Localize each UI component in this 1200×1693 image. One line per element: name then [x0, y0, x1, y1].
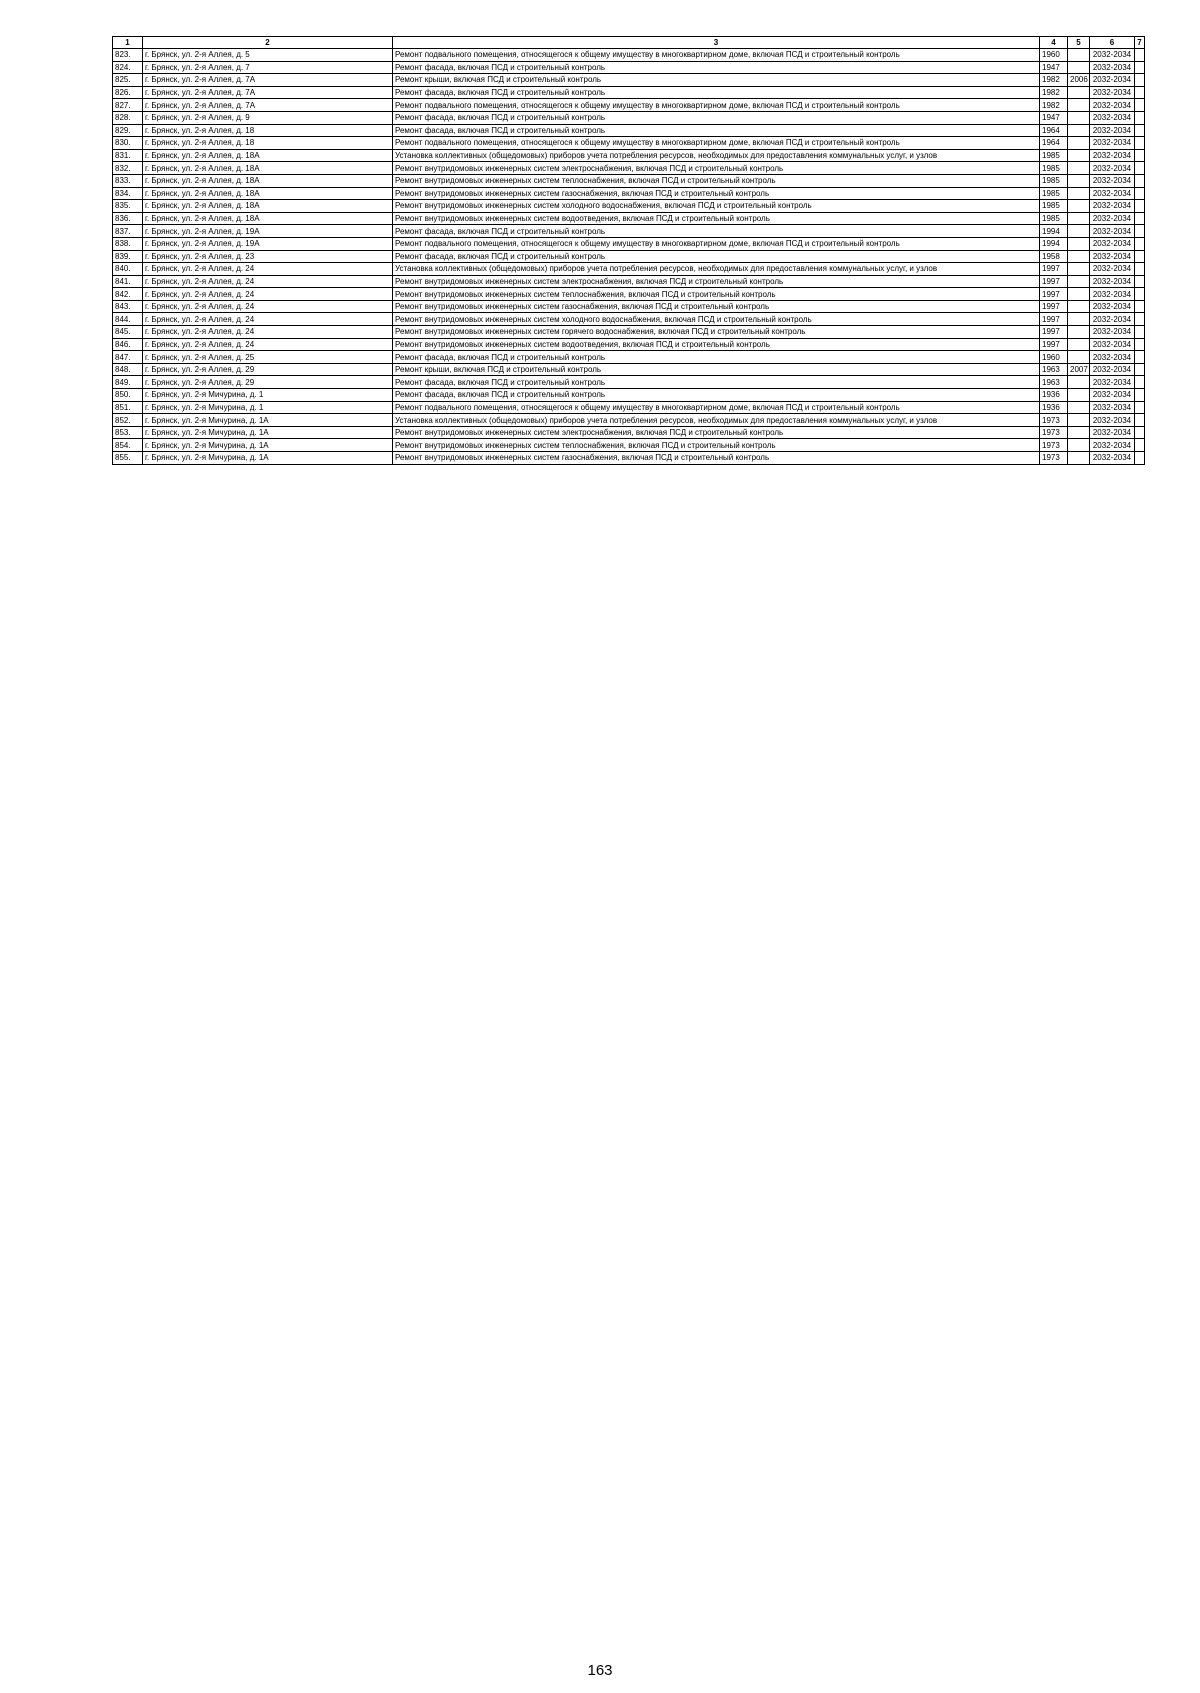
planned-period-cell: 2032-2034	[1090, 162, 1135, 175]
row-number-cell: 854.	[113, 439, 143, 452]
table-row	[113, 86, 1145, 99]
address-cell: г. Брянск, ул. 2-я Аллея, д. 19А	[143, 237, 393, 250]
work-type-cell: Ремонт фасада, включая ПСД и строительный контроль	[393, 61, 1040, 74]
planned-period-cell: 2032-2034	[1090, 363, 1135, 376]
row-number-cell: 838.	[113, 237, 143, 250]
planned-period-cell: 2032-2034	[1090, 338, 1135, 351]
note-cell	[1135, 275, 1145, 288]
note-cell	[1135, 99, 1145, 112]
build-year-cell: 1985	[1040, 162, 1068, 175]
last-repair-year-cell	[1068, 49, 1090, 62]
row-number-cell: 837.	[113, 225, 143, 238]
address-cell: г. Брянск, ул. 2-я Аллея, д. 25	[143, 351, 393, 364]
table-row	[113, 326, 1145, 339]
note-cell	[1135, 61, 1145, 74]
build-year-cell: 1994	[1040, 225, 1068, 238]
table-row	[113, 363, 1145, 376]
address-cell: г. Брянск, ул. 2-я Аллея, д. 7А	[143, 74, 393, 87]
work-type-cell: Ремонт внутридомовых инженерных систем электроснабжения, включая ПСД и строительный контроль	[393, 162, 1040, 175]
table-header-row	[113, 37, 1145, 49]
address-cell: г. Брянск, ул. 2-я Аллея, д. 23	[143, 250, 393, 263]
work-type-cell: Ремонт внутридомовых инженерных систем горячего водоснабжения, включая ПСД и строительный контроль	[393, 326, 1040, 339]
build-year-cell: 1997	[1040, 313, 1068, 326]
address-cell: г. Брянск, ул. 2-я Аллея, д. 24	[143, 275, 393, 288]
note-cell	[1135, 452, 1145, 465]
row-number-cell: 836.	[113, 212, 143, 225]
table-row	[113, 401, 1145, 414]
note-cell	[1135, 338, 1145, 351]
row-number-cell: 824.	[113, 61, 143, 74]
table-row	[113, 149, 1145, 162]
planned-period-cell: 2032-2034	[1090, 200, 1135, 213]
planned-period-cell: 2032-2034	[1090, 351, 1135, 364]
build-year-cell: 1963	[1040, 363, 1068, 376]
build-year-cell: 1997	[1040, 263, 1068, 276]
last-repair-year-cell	[1068, 275, 1090, 288]
table-row	[113, 452, 1145, 465]
build-year-cell: 1997	[1040, 300, 1068, 313]
address-cell: г. Брянск, ул. 2-я Аллея, д. 18	[143, 124, 393, 137]
table-row	[113, 200, 1145, 213]
address-cell: г. Брянск, ул. 2-я Аллея, д. 18А	[143, 162, 393, 175]
last-repair-year-cell: 2006	[1068, 74, 1090, 87]
work-type-cell: Ремонт внутридомовых инженерных систем теплоснабжения, включая ПСД и строительный контроль	[393, 439, 1040, 452]
work-type-cell: Ремонт фасада, включая ПСД и строительный контроль	[393, 389, 1040, 402]
table-row	[113, 237, 1145, 250]
column-header-6: 6	[1090, 37, 1135, 49]
address-cell: г. Брянск, ул. 2-я Аллея, д. 19А	[143, 225, 393, 238]
table-row	[113, 313, 1145, 326]
note-cell	[1135, 389, 1145, 402]
planned-period-cell: 2032-2034	[1090, 124, 1135, 137]
column-header-1: 1	[113, 37, 143, 49]
work-type-cell: Ремонт крыши, включая ПСД и строительный контроль	[393, 363, 1040, 376]
build-year-cell: 1985	[1040, 149, 1068, 162]
row-number-cell: 826.	[113, 86, 143, 99]
build-year-cell: 1982	[1040, 99, 1068, 112]
row-number-cell: 825.	[113, 74, 143, 87]
planned-period-cell: 2032-2034	[1090, 250, 1135, 263]
table-row	[113, 225, 1145, 238]
build-year-cell: 1960	[1040, 351, 1068, 364]
work-type-cell: Ремонт внутридомовых инженерных систем электроснабжения, включая ПСД и строительный контроль	[393, 275, 1040, 288]
work-type-cell: Ремонт внутридомовых инженерных систем газоснабжения, включая ПСД и строительный контроль	[393, 300, 1040, 313]
work-type-cell: Ремонт подвального помещения, относящегося к общему имуществу в многоквартирном доме, включая ПСД и строительный контроль	[393, 99, 1040, 112]
work-type-cell: Установка коллективных (общедомовых) приборов учета потребления ресурсов, необходимых для предоставления коммунальных услуг, и узлов	[393, 263, 1040, 276]
work-type-cell: Ремонт подвального помещения, относящегося к общему имуществу в многоквартирном доме, включая ПСД и строительный контроль	[393, 401, 1040, 414]
work-type-cell: Ремонт внутридомовых инженерных систем холодного водоснабжения, включая ПСД и строительный контроль	[393, 200, 1040, 213]
table-row	[113, 162, 1145, 175]
row-number-cell: 841.	[113, 275, 143, 288]
table-row	[113, 263, 1145, 276]
address-cell: г. Брянск, ул. 2-я Аллея, д. 18А	[143, 174, 393, 187]
note-cell	[1135, 263, 1145, 276]
build-year-cell: 1994	[1040, 237, 1068, 250]
build-year-cell: 1947	[1040, 111, 1068, 124]
planned-period-cell: 2032-2034	[1090, 300, 1135, 313]
address-cell: г. Брянск, ул. 2-я Аллея, д. 18А	[143, 200, 393, 213]
planned-period-cell: 2032-2034	[1090, 452, 1135, 465]
planned-period-cell: 2032-2034	[1090, 401, 1135, 414]
row-number-cell: 845.	[113, 326, 143, 339]
last-repair-year-cell	[1068, 149, 1090, 162]
build-year-cell: 1973	[1040, 452, 1068, 465]
note-cell	[1135, 351, 1145, 364]
note-cell	[1135, 439, 1145, 452]
planned-period-cell: 2032-2034	[1090, 187, 1135, 200]
row-number-cell: 850.	[113, 389, 143, 402]
planned-period-cell: 2032-2034	[1090, 174, 1135, 187]
last-repair-year-cell	[1068, 111, 1090, 124]
note-cell	[1135, 187, 1145, 200]
row-number-cell: 828.	[113, 111, 143, 124]
planned-period-cell: 2032-2034	[1090, 426, 1135, 439]
table-row	[113, 137, 1145, 150]
build-year-cell: 1982	[1040, 74, 1068, 87]
row-number-cell: 849.	[113, 376, 143, 389]
row-number-cell: 834.	[113, 187, 143, 200]
address-cell: г. Брянск, ул. 2-я Мичурина, д. 1А	[143, 426, 393, 439]
last-repair-year-cell	[1068, 99, 1090, 112]
note-cell	[1135, 111, 1145, 124]
table-row	[113, 389, 1145, 402]
work-type-cell: Ремонт внутридомовых инженерных систем холодного водоснабжения, включая ПСД и строительный контроль	[393, 313, 1040, 326]
work-type-cell: Ремонт подвального помещения, относящегося к общему имуществу в многоквартирном доме, включая ПСД и строительный контроль	[393, 49, 1040, 62]
note-cell	[1135, 363, 1145, 376]
build-year-cell: 1997	[1040, 338, 1068, 351]
last-repair-year-cell	[1068, 250, 1090, 263]
row-number-cell: 829.	[113, 124, 143, 137]
column-header-5: 5	[1068, 37, 1090, 49]
address-cell: г. Брянск, ул. 2-я Аллея, д. 24	[143, 263, 393, 276]
address-cell: г. Брянск, ул. 2-я Аллея, д. 24	[143, 300, 393, 313]
last-repair-year-cell	[1068, 288, 1090, 301]
planned-period-cell: 2032-2034	[1090, 313, 1135, 326]
last-repair-year-cell	[1068, 212, 1090, 225]
address-cell: г. Брянск, ул. 2-я Аллея, д. 29	[143, 363, 393, 376]
last-repair-year-cell	[1068, 426, 1090, 439]
planned-period-cell: 2032-2034	[1090, 275, 1135, 288]
planned-period-cell: 2032-2034	[1090, 414, 1135, 427]
work-type-cell: Ремонт внутридомовых инженерных систем электроснабжения, включая ПСД и строительный контроль	[393, 426, 1040, 439]
address-cell: г. Брянск, ул. 2-я Мичурина, д. 1А	[143, 414, 393, 427]
row-number-cell: 835.	[113, 200, 143, 213]
work-type-cell: Ремонт фасада, включая ПСД и строительный контроль	[393, 124, 1040, 137]
planned-period-cell: 2032-2034	[1090, 99, 1135, 112]
address-cell: г. Брянск, ул. 2-я Аллея, д. 24	[143, 326, 393, 339]
address-cell: г. Брянск, ул. 2-я Аллея, д. 24	[143, 313, 393, 326]
planned-period-cell: 2032-2034	[1090, 61, 1135, 74]
work-type-cell: Ремонт фасада, включая ПСД и строительный контроль	[393, 225, 1040, 238]
table-row	[113, 338, 1145, 351]
build-year-cell: 1947	[1040, 61, 1068, 74]
last-repair-year-cell	[1068, 326, 1090, 339]
last-repair-year-cell	[1068, 351, 1090, 364]
note-cell	[1135, 124, 1145, 137]
build-year-cell: 1963	[1040, 376, 1068, 389]
address-cell: г. Брянск, ул. 2-я Аллея, д. 18	[143, 137, 393, 150]
note-cell	[1135, 162, 1145, 175]
note-cell	[1135, 313, 1145, 326]
last-repair-year-cell: 2007	[1068, 363, 1090, 376]
last-repair-year-cell	[1068, 200, 1090, 213]
address-cell: г. Брянск, ул. 2-я Аллея, д. 18А	[143, 187, 393, 200]
row-number-cell: 840.	[113, 263, 143, 276]
table-row	[113, 414, 1145, 427]
work-type-cell: Ремонт фасада, включая ПСД и строительный контроль	[393, 351, 1040, 364]
planned-period-cell: 2032-2034	[1090, 86, 1135, 99]
last-repair-year-cell	[1068, 187, 1090, 200]
note-cell	[1135, 212, 1145, 225]
work-type-cell: Ремонт внутридомовых инженерных систем водоотведения, включая ПСД и строительный контроль	[393, 212, 1040, 225]
table-row	[113, 174, 1145, 187]
work-type-cell: Ремонт внутридомовых инженерных систем водоотведения, включая ПСД и строительный контроль	[393, 338, 1040, 351]
last-repair-year-cell	[1068, 86, 1090, 99]
note-cell	[1135, 225, 1145, 238]
note-cell	[1135, 174, 1145, 187]
row-number-cell: 832.	[113, 162, 143, 175]
work-type-cell: Ремонт фасада, включая ПСД и строительный контроль	[393, 376, 1040, 389]
planned-period-cell: 2032-2034	[1090, 326, 1135, 339]
address-cell: г. Брянск, ул. 2-я Мичурина, д. 1	[143, 401, 393, 414]
last-repair-year-cell	[1068, 124, 1090, 137]
last-repair-year-cell	[1068, 300, 1090, 313]
address-cell: г. Брянск, ул. 2-я Аллея, д. 7А	[143, 86, 393, 99]
address-cell: г. Брянск, ул. 2-я Аллея, д. 18А	[143, 149, 393, 162]
planned-period-cell: 2032-2034	[1090, 225, 1135, 238]
address-cell: г. Брянск, ул. 2-я Аллея, д. 7	[143, 61, 393, 74]
planned-period-cell: 2032-2034	[1090, 376, 1135, 389]
last-repair-year-cell	[1068, 376, 1090, 389]
table-row	[113, 275, 1145, 288]
note-cell	[1135, 250, 1145, 263]
build-year-cell: 1973	[1040, 426, 1068, 439]
note-cell	[1135, 414, 1145, 427]
planned-period-cell: 2032-2034	[1090, 212, 1135, 225]
last-repair-year-cell	[1068, 162, 1090, 175]
address-cell: г. Брянск, ул. 2-я Аллея, д. 7А	[143, 99, 393, 112]
work-type-cell: Ремонт внутридомовых инженерных систем газоснабжения, включая ПСД и строительный контроль	[393, 452, 1040, 465]
work-type-cell: Ремонт подвального помещения, относящегося к общему имуществу в многоквартирном доме, включая ПСД и строительный контроль	[393, 137, 1040, 150]
last-repair-year-cell	[1068, 401, 1090, 414]
note-cell	[1135, 86, 1145, 99]
row-number-cell: 823.	[113, 49, 143, 62]
last-repair-year-cell	[1068, 389, 1090, 402]
note-cell	[1135, 149, 1145, 162]
address-cell: г. Брянск, ул. 2-я Аллея, д. 5	[143, 49, 393, 62]
last-repair-year-cell	[1068, 225, 1090, 238]
row-number-cell: 851.	[113, 401, 143, 414]
build-year-cell: 1985	[1040, 174, 1068, 187]
last-repair-year-cell	[1068, 174, 1090, 187]
row-number-cell: 852.	[113, 414, 143, 427]
note-cell	[1135, 200, 1145, 213]
build-year-cell: 1985	[1040, 200, 1068, 213]
address-cell: г. Брянск, ул. 2-я Аллея, д. 9	[143, 111, 393, 124]
row-number-cell: 830.	[113, 137, 143, 150]
last-repair-year-cell	[1068, 237, 1090, 250]
table-row	[113, 288, 1145, 301]
column-header-4: 4	[1040, 37, 1068, 49]
row-number-cell: 844.	[113, 313, 143, 326]
work-type-cell: Ремонт подвального помещения, относящегося к общему имуществу в многоквартирном доме, включая ПСД и строительный контроль	[393, 237, 1040, 250]
row-number-cell: 855.	[113, 452, 143, 465]
last-repair-year-cell	[1068, 61, 1090, 74]
row-number-cell: 843.	[113, 300, 143, 313]
table-row	[113, 426, 1145, 439]
build-year-cell: 1960	[1040, 49, 1068, 62]
note-cell	[1135, 326, 1145, 339]
note-cell	[1135, 49, 1145, 62]
column-header-3: 3	[393, 37, 1040, 49]
table-row	[113, 49, 1145, 62]
planned-period-cell: 2032-2034	[1090, 74, 1135, 87]
table-row	[113, 74, 1145, 87]
work-type-cell: Ремонт внутридомовых инженерных систем теплоснабжения, включая ПСД и строительный контроль	[393, 288, 1040, 301]
note-cell	[1135, 300, 1145, 313]
last-repair-year-cell	[1068, 452, 1090, 465]
planned-period-cell: 2032-2034	[1090, 149, 1135, 162]
row-number-cell: 827.	[113, 99, 143, 112]
work-type-cell: Установка коллективных (общедомовых) приборов учета потребления ресурсов, необходимых для предоставления коммунальных услуг, и узлов	[393, 414, 1040, 427]
address-cell: г. Брянск, ул. 2-я Мичурина, д. 1А	[143, 452, 393, 465]
page-number: 163	[587, 1662, 613, 1679]
note-cell	[1135, 426, 1145, 439]
table-row	[113, 300, 1145, 313]
address-cell: г. Брянск, ул. 2-я Мичурина, д. 1	[143, 389, 393, 402]
table-row	[113, 250, 1145, 263]
build-year-cell: 1958	[1040, 250, 1068, 263]
planned-period-cell: 2032-2034	[1090, 389, 1135, 402]
note-cell	[1135, 137, 1145, 150]
work-type-cell: Ремонт внутридомовых инженерных систем теплоснабжения, включая ПСД и строительный контроль	[393, 174, 1040, 187]
work-type-cell: Установка коллективных (общедомовых) приборов учета потребления ресурсов, необходимых для предоставления коммунальных услуг, и узлов	[393, 149, 1040, 162]
planned-period-cell: 2032-2034	[1090, 237, 1135, 250]
row-number-cell: 842.	[113, 288, 143, 301]
table-body	[113, 49, 1145, 465]
last-repair-year-cell	[1068, 414, 1090, 427]
table-row	[113, 99, 1145, 112]
row-number-cell: 846.	[113, 338, 143, 351]
planned-period-cell: 2032-2034	[1090, 263, 1135, 276]
build-year-cell: 1985	[1040, 212, 1068, 225]
repair-schedule-table	[112, 36, 1145, 465]
work-type-cell: Ремонт фасада, включая ПСД и строительный контроль	[393, 111, 1040, 124]
note-cell	[1135, 288, 1145, 301]
work-type-cell: Ремонт фасада, включая ПСД и строительный контроль	[393, 86, 1040, 99]
last-repair-year-cell	[1068, 137, 1090, 150]
planned-period-cell: 2032-2034	[1090, 439, 1135, 452]
row-number-cell: 831.	[113, 149, 143, 162]
build-year-cell: 1964	[1040, 137, 1068, 150]
row-number-cell: 853.	[113, 426, 143, 439]
note-cell	[1135, 237, 1145, 250]
work-type-cell: Ремонт фасада, включая ПСД и строительный контроль	[393, 250, 1040, 263]
address-cell: г. Брянск, ул. 2-я Аллея, д. 24	[143, 338, 393, 351]
planned-period-cell: 2032-2034	[1090, 111, 1135, 124]
build-year-cell: 1964	[1040, 124, 1068, 137]
column-header-7: 7	[1135, 37, 1145, 49]
table-row	[113, 212, 1145, 225]
table-row	[113, 61, 1145, 74]
row-number-cell: 847.	[113, 351, 143, 364]
table-row	[113, 187, 1145, 200]
row-number-cell: 839.	[113, 250, 143, 263]
table-row	[113, 111, 1145, 124]
build-year-cell: 1997	[1040, 275, 1068, 288]
note-cell	[1135, 401, 1145, 414]
work-type-cell: Ремонт крыши, включая ПСД и строительный контроль	[393, 74, 1040, 87]
note-cell	[1135, 376, 1145, 389]
row-number-cell: 848.	[113, 363, 143, 376]
note-cell	[1135, 74, 1145, 87]
last-repair-year-cell	[1068, 439, 1090, 452]
last-repair-year-cell	[1068, 263, 1090, 276]
work-type-cell: Ремонт внутридомовых инженерных систем газоснабжения, включая ПСД и строительный контроль	[393, 187, 1040, 200]
build-year-cell: 1997	[1040, 288, 1068, 301]
build-year-cell: 1997	[1040, 326, 1068, 339]
build-year-cell: 1936	[1040, 389, 1068, 402]
table-row	[113, 124, 1145, 137]
table-row	[113, 439, 1145, 452]
table-row	[113, 376, 1145, 389]
last-repair-year-cell	[1068, 313, 1090, 326]
address-cell: г. Брянск, ул. 2-я Аллея, д. 24	[143, 288, 393, 301]
build-year-cell: 1982	[1040, 86, 1068, 99]
planned-period-cell: 2032-2034	[1090, 137, 1135, 150]
planned-period-cell: 2032-2034	[1090, 288, 1135, 301]
address-cell: г. Брянск, ул. 2-я Аллея, д. 18А	[143, 212, 393, 225]
table-row	[113, 351, 1145, 364]
last-repair-year-cell	[1068, 338, 1090, 351]
build-year-cell: 1985	[1040, 187, 1068, 200]
build-year-cell: 1936	[1040, 401, 1068, 414]
build-year-cell: 1973	[1040, 414, 1068, 427]
address-cell: г. Брянск, ул. 2-я Мичурина, д. 1А	[143, 439, 393, 452]
build-year-cell: 1973	[1040, 439, 1068, 452]
address-cell: г. Брянск, ул. 2-я Аллея, д. 29	[143, 376, 393, 389]
row-number-cell: 833.	[113, 174, 143, 187]
column-header-2: 2	[143, 37, 393, 49]
planned-period-cell: 2032-2034	[1090, 49, 1135, 62]
